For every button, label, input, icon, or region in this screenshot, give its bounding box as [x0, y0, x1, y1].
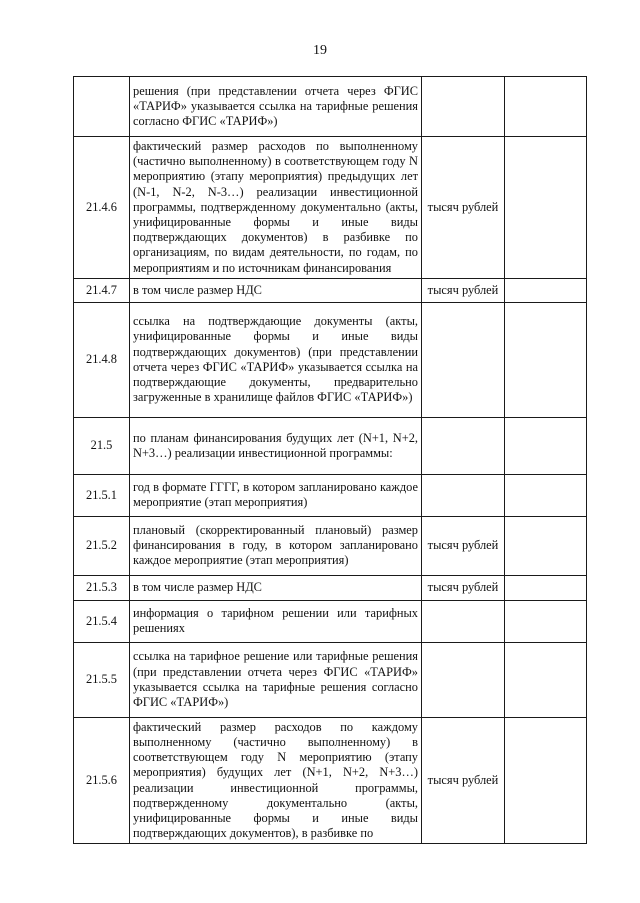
- row-number: 21.4.6: [74, 137, 130, 279]
- requirements-table: [73, 76, 587, 844]
- row-value-cell: [505, 717, 587, 844]
- table-row: [74, 642, 587, 717]
- row-number: [74, 77, 130, 137]
- row-value-cell: [505, 137, 587, 279]
- table-row: [74, 717, 587, 844]
- row-value-cell: [505, 575, 587, 600]
- row-number: 21.5.4: [74, 600, 130, 642]
- row-number: 21.5.3: [74, 575, 130, 600]
- row-unit: тысяч рублей: [422, 137, 505, 279]
- row-description: в том числе размер НДС: [130, 575, 422, 600]
- row-unit: [422, 642, 505, 717]
- row-value-cell: [505, 516, 587, 575]
- row-value-cell: [505, 278, 587, 302]
- row-value-cell: [505, 417, 587, 474]
- table-row: [74, 600, 587, 642]
- row-description: фактический размер расходов по выполненному (частично выполненному) в соответствующем году N мероприятию (этапу мероприятия) предыдущих лет (N-1, N-2, N-3…) реализации инвестиционной программы, подтвержденному документально (акты, унифицированные формы и иные виды подтверждающих документов) в разбивке по организациям, по видам деятельности, по годам, по мероприятиям и по источникам финансирования: [130, 137, 422, 279]
- row-unit: [422, 417, 505, 474]
- row-number: 21.5.6: [74, 717, 130, 844]
- table-row: [74, 575, 587, 600]
- row-unit: тысяч рублей: [422, 717, 505, 844]
- table-row: [74, 137, 587, 279]
- row-number: 21.5.2: [74, 516, 130, 575]
- row-description: по планам финансирования будущих лет (N+1, N+2, N+3…) реализации инвестиционной программы:: [130, 417, 422, 474]
- row-unit: тысяч рублей: [422, 575, 505, 600]
- row-unit: тысяч рублей: [422, 516, 505, 575]
- row-description: информация о тарифном решении или тарифных решениях: [130, 600, 422, 642]
- row-description: решения (при представлении отчета через ФГИС «ТАРИФ» указывается ссылка на тарифные решения согласно ФГИС «ТАРИФ»): [130, 77, 422, 137]
- row-unit: [422, 474, 505, 516]
- table-row: [74, 417, 587, 474]
- table-row: [74, 516, 587, 575]
- row-value-cell: [505, 77, 587, 137]
- table-row: [74, 302, 587, 417]
- row-number: 21.5.5: [74, 642, 130, 717]
- table-row: [74, 77, 587, 137]
- row-description: фактический размер расходов по каждому выполненному (частично выполненному) в соответствующем году N мероприятию (этапу мероприятия) будущих лет (N+1, N+2, N+3…) реализации инвестиционной программы, подтвержденному документально (акты, унифицированные формы и иные виды подтверждающих документов), в разбивке по: [130, 717, 422, 844]
- row-value-cell: [505, 600, 587, 642]
- row-unit: [422, 77, 505, 137]
- row-description: плановый (скорректированный плановый) размер финансирования в году, в котором запланировано каждое мероприятие (этап мероприятия): [130, 516, 422, 575]
- row-number: 21.4.8: [74, 302, 130, 417]
- row-description: год в формате ГГГГ, в котором запланировано каждое мероприятие (этап мероприятия): [130, 474, 422, 516]
- row-description: ссылка на тарифное решение или тарифные решения (при представлении отчета через ФГИС «ТАРИФ» указывается ссылка на тарифные решения согласно ФГИС «ТАРИФ»): [130, 642, 422, 717]
- row-unit: [422, 600, 505, 642]
- row-unit: тысяч рублей: [422, 278, 505, 302]
- table-row: [74, 474, 587, 516]
- row-value-cell: [505, 474, 587, 516]
- row-description: ссылка на подтверждающие документы (акты, унифицированные формы и иные виды подтверждающих документов) (при представлении отчета через ФГИС «ТАРИФ» указывается ссылка на подтверждающие документы, предварительно загруженные в хранилище файлов ФГИС «ТАРИФ»): [130, 302, 422, 417]
- row-description: в том числе размер НДС: [130, 278, 422, 302]
- row-number: 21.5: [74, 417, 130, 474]
- page-number: 19: [313, 43, 327, 58]
- row-unit: [422, 302, 505, 417]
- row-value-cell: [505, 302, 587, 417]
- row-number: 21.4.7: [74, 278, 130, 302]
- table-row: [74, 278, 587, 302]
- row-number: 21.5.1: [74, 474, 130, 516]
- row-value-cell: [505, 642, 587, 717]
